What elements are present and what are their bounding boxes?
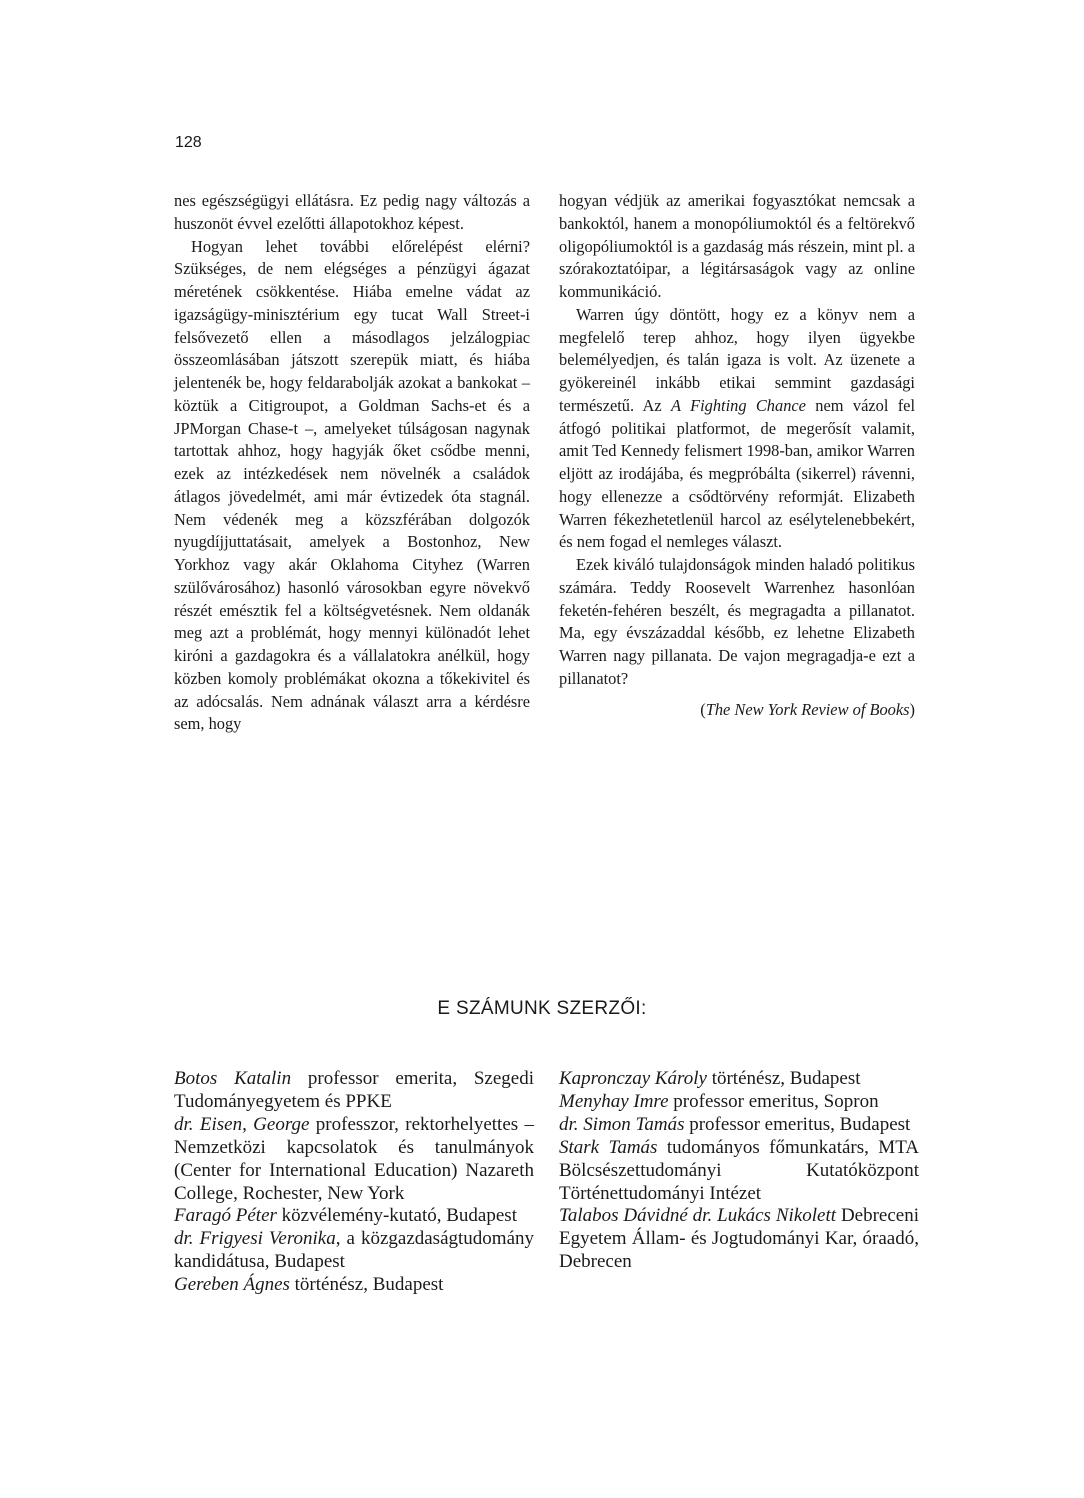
authors-left-column — [174, 1068, 534, 1297]
author-description: történész, Budapest — [706, 1068, 861, 1089]
author-description: professor emeritus, Sopron — [668, 1090, 879, 1112]
author-description: professor emeritus, Budapest — [684, 1113, 911, 1135]
author-description: , a közgazdaságtudomány kandidátusa, Budapest — [174, 1228, 534, 1273]
author-entry — [174, 1228, 534, 1274]
source-title: The New York Review of Books — [705, 699, 910, 719]
author-description: professor emerita, Szegedi Tudományegyetem és PPKE — [174, 1068, 534, 1112]
author-description: tudományos főmunkatárs, MTA Bölcsészettudományi Kutatóközpont Történettudományi Intézet — [559, 1136, 920, 1204]
author-name: dr. Simon Tamás — [559, 1113, 685, 1135]
author-entry — [174, 1205, 534, 1228]
author-entry — [559, 1091, 919, 1114]
paragraph-text: Warren úgy döntött, hogy ez a könyv nem a megfelelő terep ahhoz, hogy ilyen ügyekbe belemélyedjen, és talán igaza is volt. Az üzenete a gyökereinél inkább etikai semmint gazdasági természetű. Az — [559, 304, 915, 415]
article-paragraph — [559, 304, 915, 554]
author-name: Botos Katalin — [174, 1068, 292, 1089]
author-entry — [559, 1114, 919, 1137]
author-description: professzor, rektorhelyettes – Nemzetközi kapcsolatok és tanulmányok (Center for International Education) Nazareth College, Rochester, New York — [174, 1113, 534, 1204]
author-entry — [559, 1137, 919, 1206]
author-name: Stark Tamás — [559, 1136, 658, 1158]
authors-section-title: E SZÁMUNK SZERZŐI: — [437, 998, 647, 1019]
author-name: Talabos Dávidné dr. Lukács Nikolett — [559, 1205, 837, 1227]
book-title: A Fighting Chance — [671, 395, 806, 415]
author-entry — [174, 1274, 534, 1297]
author-name: Menyhay Imre — [559, 1090, 669, 1112]
author-description: történész, Budapest — [289, 1274, 444, 1296]
article-paragraph: Hogyan lehet további előrelépést elérni? Szükséges, de nem elégséges a pénzügyi ágazat méretének csökkentése. Hiába emelne vádat az igazságügy-minisztérium egy tucat Wall Street-i felsővezető ellen a másodlagos jelzálogpiac összeomlásában játszott szerepük miatt, és hiába jelentenék be, hogy feldarabolják azokat a bankokat – köztük a Citigroupot, a Goldman Sachs-et és a JPMorgan Chase-t –, amelyeket túlságosan nagynak tartottak ahhoz, hogy hagyják őket csődbe menni, ezek az intézkedések nem növelnék a családok átlagos jövedelmét, ami már évtizedek óta stagnál. Nem védenék meg a közszférában dolgozók nyugdíjjuttatásait, amelyek a Bostonhoz, New Yorkhoz vagy akár Oklahoma Cityhez (Warren szülővárosához) hasonló városokban egyre növekvő részét emésztik fel a költségvetésnek. Nem oldanák meg azt a problémát, hogy mennyi különadót lehet kiróni a gazdagokra és a vállalatokra anélkül, hogy közben komoly problémákat okozna a tőkekivitel és az adócsalás. Nem adnának választ arra a kérdésre sem, hogy — [174, 236, 530, 734]
article-source — [559, 699, 915, 722]
author-description: közvélemény-kutató, Budapest — [276, 1205, 517, 1227]
author-name: Faragó Péter — [174, 1205, 277, 1227]
author-name: dr. Eisen, George — [174, 1113, 310, 1135]
author-name: Gereben Ágnes — [174, 1274, 290, 1296]
author-entry — [559, 1068, 919, 1091]
source-close: ) — [909, 699, 915, 719]
author-description: Debreceni Egyetem Állam- és Jogtudományi Kar, óraadó, Debrecen — [559, 1205, 920, 1273]
paragraph-text: nem vázol fel átfogó politikai platformot, de megerősít valamit, amit Ted Kennedy felismert 1998-ban, amikor Warren eljött az irodájába, és megpróbálta (sikerrel) rávenni, hogy ellenezze a csődtörvény reformját. Elizabeth Warren fékezhetetlenül harcol az esélytelenebbekért, és nem fogad el nemleges választ. — [559, 395, 916, 552]
article-paragraph: hogyan védjük az amerikai fogyasztókat nemcsak a bankoktól, hanem a monopóliumoktól és a feltörekvő oligopóliumoktól is a gazdaság más részein, mint pl. a szórakoztatóipar, a légitársaságok vagy az online kommunikáció. — [559, 191, 915, 301]
author-name: dr. Frigyesi Veronika — [174, 1228, 336, 1250]
article-paragraph: nes egészségügyi ellátásra. Ez pedig nagy változás a huszonöt évvel ezelőtti állapotokhoz képest. — [174, 191, 530, 233]
source-open: ( — [700, 699, 706, 719]
page-number: 128 — [175, 134, 202, 151]
author-entry — [174, 1114, 534, 1206]
article-paragraph: Ezek kiváló tulajdonságok minden haladó politikus számára. Teddy Roosevelt Warrenhez hasonlóan feketén-fehéren beszélt, és megragadta a pillanatot. Ma, egy évszázaddal később, ez lehetne Elizabeth Warren nagy pillanata. De vajon megragadja-e ezt a pillanatot? — [559, 555, 915, 688]
article-right-column — [559, 190, 915, 721]
author-name: Kapronczay Károly — [559, 1068, 707, 1089]
authors-right-column — [559, 1068, 919, 1274]
author-entry — [174, 1068, 534, 1114]
author-entry — [559, 1205, 919, 1274]
article-left-column — [174, 190, 530, 736]
